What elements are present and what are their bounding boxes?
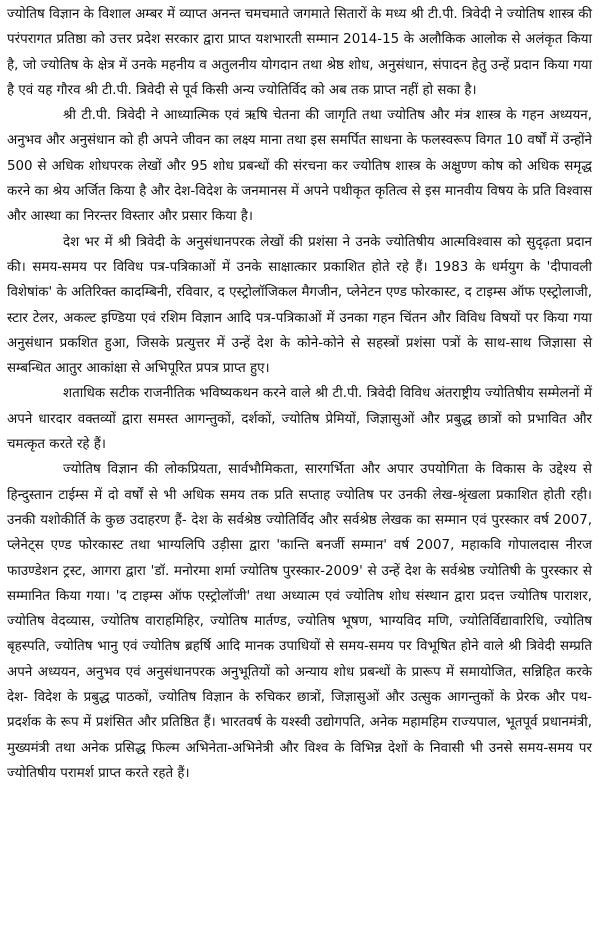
paragraph-research-contribution: श्री टी.पी. त्रिवेदी ने आध्यात्मिक एवं ऋषि चेतना की जागृति तथा ज्योतिष और मंत्र शास्त्र के गहन अध्ययन, अनुभव और अनुसंधान को ही अपने जीवन का लक्ष्य माना तथा इस समर्पित साधना के फलस्वरूप विगत 10 वर्षों में उन्होंने 500 से अधिक शोधपरक लेखों और 95 शोध प्रबन्धों की संरचना कर ज्योतिष शास्त्र के अक्षुण्ण कोष को अधिक समृद्ध करने का श्रेय अर्जित किया है और देश-विदेश के जनमानस में अपने पथीकृत कृतित्व से इस मानवीय विषय के प्रति विश्वास और आस्था का निरन्तर विस्तार और प्रसार किया है। [7,108,592,225]
paragraph-yashbharati-award: ज्योतिष विज्ञान के विशाल अम्बर में व्याप्त अनन्त चमचमाते जगमाते सितारों के मध्य श्री टी.पी. त्रिवेदी ने ज्योतिष शास्त्र की परंपरागत प्रतिष्ठा को उत्तर प्रदेश सरकार द्वारा प्राप्त यशभारती सम्मान 2014-15 के अलौकिक आलोक से अलंकृत किया है, जो ज्योतिष के क्षेत्र में उनके महनीय व अतुलनीय योगदान तथा श्रेष्ठ शोध, अनुसंधान, संपादन हेतु उन्हें प्रदान किया गया है एवं यह गौरव श्री टी.पी. त्रिवेदी से पूर्व किसी अन्य ज्योतिर्विद को अब तक प्राप्त नहीं हो सका है। [7,7,592,98]
paragraph-honours-and-titles: ज्योतिष विज्ञान की लोकप्रियता, सार्वभौमिकता, सारगर्भिता और अपार उपयोगिता के विकास के उद्देश्य से हिन्दुस्तान टाईम्स में दो वर्षों से भी अधिक समय तक प्रति सप्ताह ज्योतिष पर उनकी लेख-श्रृंखला प्रकाशित होती रही। उनकी यशोकीर्ति के कुछ उदाहरण हैं- देश के सर्वश्रेष्ठ ज्योतिर्विद और सर्वश्रेष्ठ लेखक का सम्मान एवं पुरस्कार वर्ष 2007, प्लेनेट्स एण्ड फोरकास्ट तथा भाग्यलिपि उड़ीसा द्वारा 'कान्ति बनर्जी सम्मान' वर्ष 2007, महाकवि गोपालदास नीरज फाउण्डेशन ट्रस्ट, आगरा द्वारा 'डॉ. मनोरमा शर्मा ज्योतिष पुरस्कार-2009' से उन्हें देश के सर्वश्रेष्ठ ज्योतिषी के पुरस्कार से सम्मानित किया गया। 'द टाइम्स ऑफ एस्ट्रोलॉजी' तथा अध्यात्म एवं ज्योतिष शोध संस्थान द्वारा प्रदत्त ज्योतिष पाराशर, ज्योतिष वेदव्यास, ज्योतिष वाराहमिहिर, ज्योतिष मार्तण्ड, ज्योतिष भूषण, भाग्यविद मणि, ज्योतिर्विद्यावारिधि, ज्योतिष बृहस्पति, ज्योतिष भानु एवं ज्योतिष ब्रहर्षि आदि मानक उपाधियों से समय-समय पर विभूषित होने वाले श्री त्रिवेदी सम्प्रति अपने अध्ययन, अनुभव एवं अनुसंधानपरक अनुभूतियों को अन्याय शोध प्रबन्धों के प्रारूप में समायोजित, सन्निहित करके देश- विदेश के प्रबुद्ध पाठकों, ज्योतिष विज्ञान के रुचिकर छात्रों, जिज्ञासुओं और उत्सुक आगन्तुकों के प्रेरक और पथ-प्रदर्शक के रूप में प्रशंसित और प्रतिष्ठित हैं। भारतवर्ष के यश्स्वी उद्योगपति, अनेक महामहिम राज्यपाल, भूतपूर्व प्रधानमंत्री, मुख्यमंत्री तथा अनेक प्रसिद्ध फिल्म अभिनेता-अभिनेत्री और विश्व के विभिन्न देशों के निवासी भी उनसे समय-समय पर ज्योतिषीय परामर्श प्राप्त करते रहते हैं। [7,462,592,781]
paragraph-publications: देश भर में श्री त्रिवेदी के अनुसंधानपरक लेखों की प्रशंसा ने उनके ज्योतिषीय आत्मविश्वास को सुदृढ़ता प्रदान की। समय-समय पर विविध पत्र-पत्रिकाओं में उनके साक्षात्कार प्रकाशित होते रहे हैं। 1983 के धर्मयुग के 'दीपावली विशेषांक' के अतिरिक्त कादम्बिनी, रविवार, द एस्ट्रोलॉजिकल मैगजीन, प्लेनेटन एण्ड फोरकास्ट, द टाइम्स ऑफ एस्ट्रोलाजी, स्टार टेलर, अकल्ट इण्डिया एवं रशिम विज्ञान आदि पत्र-पत्रिकाओं में उनका गहन चिंतन और विविध विषयों पर किया गया अनुसंधान प्रकशित हुआ, जिसके प्रत्युत्तर में उन्हें देश के कोने-कोने से सहस्त्रों प्रशंसा पत्रों के साथ-साथ जिज्ञासा से सम्बन्धित आतुर आकांक्षा से अभिपूरित प्रपत्र प्राप्त हुए। [7,234,592,377]
paragraph-conferences: शताधिक सटीक राजनीतिक भविष्यकथन करने वाले श्री टी.पी. त्रिवेदी विविध अंतराष्ट्रीय ज्योतिषीय सम्मेलनों में अपने धारदार वक्तव्यों द्वारा समस्त आगन्तुकों, दर्शकों, ज्योतिष प्रेमियों, जिज्ञासुओं और प्रबुद्ध छात्रों को प्रभावित और चमत्कृत करते रहे हैं। [7,386,592,453]
